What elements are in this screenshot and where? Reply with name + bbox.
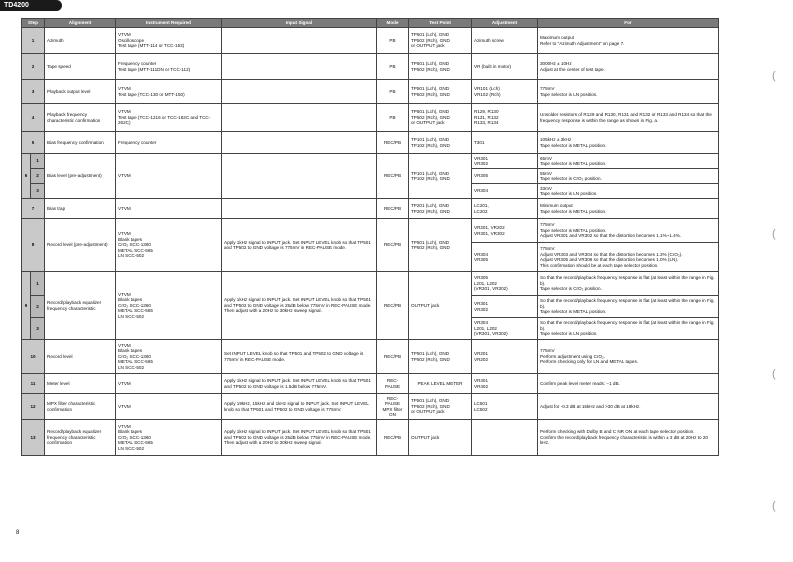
for-cell: So that the record/playback frequency response is flat (at least within the range in Fig. b). Tape selector is LN position. bbox=[538, 318, 719, 340]
input-cell bbox=[222, 104, 377, 132]
adjustment-cell: VR304 L201, L202 (VR301, VR302) bbox=[472, 318, 538, 340]
instrument-cell: VTVM Blank tapes CrO₂ SCC-1360 METAL SCC-565 LN SCC-502 bbox=[116, 219, 222, 272]
mode-cell: PB bbox=[377, 54, 409, 80]
binding-mark: ( bbox=[772, 500, 776, 512]
table-row bbox=[22, 272, 719, 296]
alignment-cell: Azimuth bbox=[45, 28, 116, 54]
col-mode: Mode bbox=[377, 19, 409, 28]
alignment-table bbox=[21, 18, 719, 456]
test-point-cell: TP501 (Lch), GND TP502 (Rch), GND or OUTPUT jack bbox=[409, 28, 472, 54]
step-number: 12 bbox=[22, 394, 45, 420]
instrument-cell: VTVM Test tape (TCC-130 or MTT-150) bbox=[116, 80, 222, 104]
alignment-cell: Tape speed bbox=[45, 54, 116, 80]
adjustment-cell: LC501 LC502 bbox=[472, 394, 538, 420]
step-number: 11 bbox=[22, 374, 45, 394]
test-point-cell: TP501 (Lch), GND TP502 (Rch), GND bbox=[409, 340, 472, 374]
for-cell: Maximum output Refer to "Azimuth Adjustment" on page 7. bbox=[538, 28, 719, 54]
adjustment-cell: LC201, LC202 bbox=[472, 199, 538, 219]
for-cell: Perform checking with Dolby B and C NR ON at each tape selector position. Confirm the record/playback frequency characteristic is within ± 3 dB at 20Hz to 20 kHz. bbox=[538, 420, 719, 456]
input-cell bbox=[222, 154, 377, 199]
adjustment-cell: VR305 L201, L202 (VR301, VR302) bbox=[472, 272, 538, 296]
for-cell: So that the record/playback frequency response is flat (at least within the range in Fig. b). Tape selector is METAL position. bbox=[538, 296, 719, 318]
table-row bbox=[22, 54, 719, 80]
test-point-cell: OUTPUT jack bbox=[409, 272, 472, 340]
test-point-cell: TP201 (Lch), GND TP202 (Rch), GND bbox=[409, 199, 472, 219]
for-cell: 33mV Tape selector is LN position. bbox=[538, 184, 719, 199]
alignment-cell: Meter level bbox=[45, 374, 116, 394]
for-cell: 775mV Tape selector is LN position. bbox=[538, 80, 719, 104]
alignment-cell: Playback output level bbox=[45, 80, 116, 104]
table-row bbox=[22, 132, 719, 154]
binding-mark: ( bbox=[772, 228, 776, 240]
page-number: 8 bbox=[16, 530, 20, 536]
adjustment-cell: VR304 VR305 bbox=[472, 243, 538, 272]
adjustment-cell: VR401 VR402 bbox=[472, 374, 538, 394]
col-alignment: Alignment bbox=[45, 19, 116, 28]
mode-cell: REC- PAUSE MPX filter ON bbox=[377, 394, 409, 420]
col-for: For bbox=[538, 19, 719, 28]
sub-step-number: 2 bbox=[31, 296, 45, 318]
adjustment-cell: T301 bbox=[472, 132, 538, 154]
instrument-cell: VTVM bbox=[116, 154, 222, 199]
step-number: 2 bbox=[22, 54, 45, 80]
for-cell: 775mV Adjust VR303 and VR304 so that the distortion becomes 1.3% (CrO₂). Adjust VR305 and VR306 so that the distortion becomes 1.0% (LN). This confirmation should be at each tape selector position. bbox=[538, 243, 719, 272]
input-cell bbox=[222, 54, 377, 80]
alignment-cell: Record level (pre-adjustment) bbox=[45, 219, 116, 272]
mode-cell: REC/PB bbox=[377, 154, 409, 199]
col-step: Step bbox=[22, 19, 45, 28]
test-point-cell: OUTPUT jack bbox=[409, 420, 472, 456]
adjustment-cell: VR305 bbox=[472, 169, 538, 184]
mode-cell: REC/PB bbox=[377, 420, 409, 456]
alignment-cell: Record/playback equalizer frequency characteristic confirmation bbox=[45, 420, 116, 456]
header-row bbox=[22, 19, 719, 28]
instrument-cell: VTVM Oscilloscope Test tape (MTT-114 or TCC-153) bbox=[116, 28, 222, 54]
instrument-cell: VTVM bbox=[116, 394, 222, 420]
step-number: 6 bbox=[22, 154, 31, 199]
mode-cell: REC/PB bbox=[377, 199, 409, 219]
input-cell bbox=[222, 132, 377, 154]
instrument-cell: VTVM bbox=[116, 374, 222, 394]
col-test-point: Test Point bbox=[409, 19, 472, 28]
table-row bbox=[22, 104, 719, 132]
test-point-cell: TP501 (Lch), GND TP502 (Rch), GND bbox=[409, 219, 472, 272]
for-cell: 3000Hz ± 10Hz Adjust at the center of test tape. bbox=[538, 54, 719, 80]
adjustment-cell: VR304 bbox=[472, 184, 538, 199]
instrument-cell: VTVM Blank tapes CrO₂ SCC-1360 METAL SCC-565 LN SCC-502 bbox=[116, 420, 222, 456]
mode-cell: REC/PB bbox=[377, 340, 409, 374]
mode-cell: REC- PAUSE bbox=[377, 374, 409, 394]
adjustment-cell: VR (built in motor) bbox=[472, 54, 538, 80]
for-cell: So that the record/playback frequency response is flat (at least within the range in Fig. b). Tape selector is CrO₂ position. bbox=[538, 272, 719, 296]
sub-step-number: 1 bbox=[31, 154, 45, 169]
table-row bbox=[22, 340, 719, 374]
binding-mark: ( bbox=[772, 70, 776, 82]
step-number: 9 bbox=[22, 272, 31, 340]
sub-step-number: 3 bbox=[31, 184, 45, 199]
alignment-cell: Bias trap bbox=[45, 199, 116, 219]
for-cell: 775mV Tape selector is METAL position. Adjust VR301 and VR302 so that the distortion becomes 1.1%~1.4%. bbox=[538, 219, 719, 243]
step-number: 13 bbox=[22, 420, 45, 456]
table-row bbox=[22, 374, 719, 394]
mode-cell: PB bbox=[377, 28, 409, 54]
adjustment-cell: VR201, VR202 VR301, VR302 bbox=[472, 219, 538, 243]
adjustment-cell: Azimuth screw bbox=[472, 28, 538, 54]
input-cell: Apply 1kHz signal to INPUT jack. Set INPUT LEVEL knob so that TP501 and TP502 to GND voltage is 775mV in REC-PAUSE mode. bbox=[222, 219, 377, 272]
test-point-cell: TP101 (Lch), GND TP102 (Rch), GND bbox=[409, 132, 472, 154]
test-point-cell: TP101 (Lch), GND TP102 (Rch), GND bbox=[409, 154, 472, 199]
input-cell: Apply 1kHz signal to INPUT jack. Set INPUT LEVEL knob so that TP501 and TP502 to GND voltage is 25dB below 775mV in REC-PAUSE mode. Then adjust with a 20Hz to 30kHz sweep signal. bbox=[222, 272, 377, 340]
sub-step-number: 2 bbox=[31, 169, 45, 184]
test-point-cell: TP501 (Lch), GND TP502 (Rch), GND bbox=[409, 80, 472, 104]
sub-step-number: 1 bbox=[31, 272, 45, 296]
adjustment-cell bbox=[472, 420, 538, 456]
table-row bbox=[22, 199, 719, 219]
instrument-cell: Frequency counter Test tape (MTT-111DN or TCC-112) bbox=[116, 54, 222, 80]
alignment-cell: Bias frequency confirmation bbox=[45, 132, 116, 154]
adjustment-cell: VR301 VR302 bbox=[472, 296, 538, 318]
input-cell bbox=[222, 199, 377, 219]
mode-cell: REC/PB bbox=[377, 219, 409, 272]
adjustment-cell: VR301 VR302 bbox=[472, 154, 538, 169]
input-cell: Set INPUT LEVEL knob so that TP501 and TP502 to GND voltage is 775mV in REC-PAUSE mode. bbox=[222, 340, 377, 374]
instrument-cell: VTVM Test tape (TCC-1216 or TCC-162C and TCC-262C) bbox=[116, 104, 222, 132]
table-row bbox=[22, 80, 719, 104]
model-tab: TD4200 bbox=[0, 0, 62, 11]
adjustment-cell: VR201 VR202 bbox=[472, 340, 538, 374]
adjustment-cell: R129, R130 R131, R132 R133, R134 bbox=[472, 104, 538, 132]
table-row bbox=[22, 154, 719, 169]
for-cell: 65mV Tape selector is METAL position. bbox=[538, 154, 719, 169]
input-cell: Apply 1kHz signal to INPUT jack. Set INPUT LEVEL knob so that TP501 and TP502 to GND voltage is 25dB below 775mV in REC-PAUSE mode. Then adjust with a 20Hz to 30kHz sweep signal. bbox=[222, 420, 377, 456]
mode-cell: REC/PB bbox=[377, 272, 409, 340]
col-instrument: Instrument Required bbox=[116, 19, 222, 28]
test-point-cell: TP501 (Lch), GND TP502 (Rch), GND bbox=[409, 54, 472, 80]
step-number: 7 bbox=[22, 199, 45, 219]
for-cell: 105kHz ± 3kHz Tape selector is METAL position. bbox=[538, 132, 719, 154]
alignment-cell: Record/playback equalizer frequency characteristic bbox=[45, 272, 116, 340]
for-cell: Unsolder resistors of R129 and R130, R131 and R132 or R133 and R134 so that the frequency response is within the range as shown in Fig. a. bbox=[538, 104, 719, 132]
for-cell: Adjust for -0.3 dB at 15kHz and >30 dB at 19kHz. bbox=[538, 394, 719, 420]
alignment-cell: Record level bbox=[45, 340, 116, 374]
for-cell: Minimum output Tape selector is METAL position. bbox=[538, 199, 719, 219]
instrument-cell: Frequency counter bbox=[116, 132, 222, 154]
adjustment-cell: VR101 (Lch) VR102 (Rch) bbox=[472, 80, 538, 104]
sub-step-number: 3 bbox=[31, 318, 45, 340]
binding-mark: ( bbox=[772, 368, 776, 380]
mode-cell: PB bbox=[377, 80, 409, 104]
col-input-signal: Input Signal bbox=[222, 19, 377, 28]
step-number: 5 bbox=[22, 132, 45, 154]
step-number: 4 bbox=[22, 104, 45, 132]
input-cell bbox=[222, 80, 377, 104]
table-row bbox=[22, 420, 719, 456]
test-point-cell: PEAK LEVEL METER bbox=[409, 374, 472, 394]
input-cell: Apply 1kHz signal to INPUT jack. Set INPUT LEVEL knob so that TP501 and TP502 to GND voltage is 1.5dB below 775mV. bbox=[222, 374, 377, 394]
step-number: 1 bbox=[22, 28, 45, 54]
alignment-cell: MPX filter characteristic confirmation bbox=[45, 394, 116, 420]
for-cell: 775mV Perform adjustment using CrO₂. Perform checking only for LN and METAL tapes. bbox=[538, 340, 719, 374]
input-cell: Apply 19kHz, 15kHz and 1kHz signal to INPUT jack. Set INPUT LEVEL knob so that TP501 and TP502 to GND voltage is 775mV. bbox=[222, 394, 377, 420]
instrument-cell: VTVM bbox=[116, 199, 222, 219]
instrument-cell: VTVM Blank tapes CrO₂ SCC-1360 METAL SCC-565 LN SCC-502 bbox=[116, 340, 222, 374]
alignment-cell: Playback frequency characteristic confirmation bbox=[45, 104, 116, 132]
table-row bbox=[22, 28, 719, 54]
table-row bbox=[22, 219, 719, 243]
col-adjustment: Adjustment bbox=[472, 19, 538, 28]
input-cell bbox=[222, 28, 377, 54]
step-number: 10 bbox=[22, 340, 45, 374]
for-cell: 55mV Tape selector is CrO₂ position. bbox=[538, 169, 719, 184]
instrument-cell: VTVM Blank tapes CrO₂ SCC-1360 METAL SCC-565 LN SCC-502 bbox=[116, 272, 222, 340]
step-number: 3 bbox=[22, 80, 45, 104]
alignment-cell: Bias level (pre-adjustment) bbox=[45, 154, 116, 199]
test-point-cell: TP501 (Lch), GND TP502 (Rch), GND or OUTPUT jack bbox=[409, 394, 472, 420]
table-row bbox=[22, 394, 719, 420]
step-number: 8 bbox=[22, 219, 45, 272]
for-cell: Confirm peak level meter reads: −1 dB. bbox=[538, 374, 719, 394]
mode-cell: PB bbox=[377, 104, 409, 132]
test-point-cell: TP501 (Lch), GND TP502 (Rch), GND or OUTPUT jack bbox=[409, 104, 472, 132]
mode-cell: REC/PB bbox=[377, 132, 409, 154]
